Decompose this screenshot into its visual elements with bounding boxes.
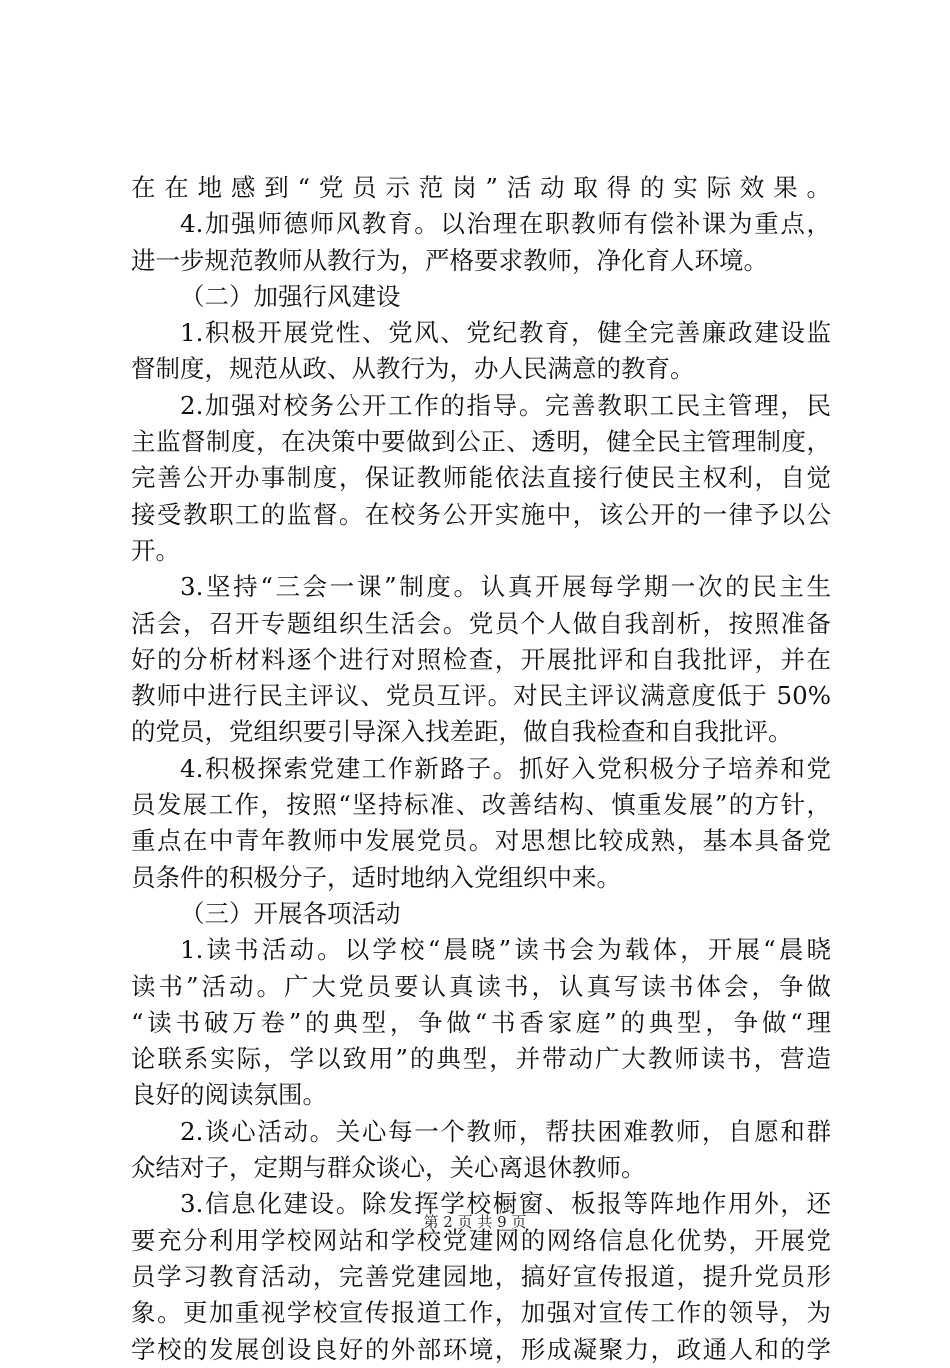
paragraph-start-line: 3.信息化建设。除发挥学校橱窗、板报等阵地作用外，还 <box>180 1189 831 1219</box>
text-line: 象。更加重视学校宣传报道工作，加强对宣传工作的领导，为 <box>131 1298 831 1328</box>
text-line: 的党员，党组织要引导深入找差距，做自我检查和自我批评。 <box>131 717 793 747</box>
section-heading: （二）加强行风建设 <box>180 281 401 311</box>
text-line: 接受教职工的监督。在校务公开实施中，该公开的一律予以公 <box>131 499 831 529</box>
text-line: 学校的发展创设良好的外部环境，形成凝聚力，政通人和的学 <box>131 1334 831 1364</box>
text-line: 员条件的积极分子，适时地纳入党组织中来。 <box>131 862 621 892</box>
text-line: 主监督制度，在决策中要做到公正、透明，健全民主管理制度， <box>131 427 831 457</box>
text-line: 在在地感到“党员示范岗”活动取得的实际效果。 <box>131 173 831 202</box>
paragraph-start-line: 2.谈心活动。关心每一个教师，帮扶困难教师，自愿和群 <box>180 1116 831 1146</box>
paragraph-start-line: 1.读书活动。以学校“晨晓”读书会为载体，开展“晨晓 <box>180 935 831 965</box>
page-number-footer: 第 2 页 共 9 页 <box>423 1213 527 1231</box>
section-heading: （三）开展各项活动 <box>180 898 401 928</box>
paragraph-start-line: 3.坚持“三会一课”制度。认真开展每学期一次的民主生 <box>180 572 831 602</box>
text-line: 要充分利用学校网站和学校党建网的网络信息化优势，开展党 <box>131 1225 831 1255</box>
text-line: 重点在中青年教师中发展党员。对思想比较成熟，基本具备党 <box>131 826 831 856</box>
paragraph-start-line: 1.积极开展党性、党风、党纪教育，健全完善廉政建设监 <box>180 318 831 348</box>
text-line: 进一步规范教师从教行为，严格要求教师，净化育人环境。 <box>131 245 768 275</box>
paragraph-start-line: 4.积极探索党建工作新路子。抓好入党积极分子培养和党 <box>180 753 831 783</box>
text-line: 论联系实际，学以致用”的典型，并带动广大教师读书，营造 <box>131 1044 831 1074</box>
document-body <box>131 170 831 1368</box>
text-line: 督制度，规范从政、从教行为，办人民满意的教育。 <box>131 354 695 384</box>
text-line: 开。 <box>131 535 180 565</box>
text-line: 众结对子，定期与群众谈心，关心离退休教师。 <box>131 1153 646 1183</box>
text-line: 教师中进行民主评议、党员互评。对民主评议满意度低于 50% <box>131 681 831 711</box>
text-line: 员发展工作，按照“坚持标准、改善结构、慎重发展”的方针， <box>131 790 831 820</box>
text-line: 读书”活动。广大党员要认真读书，认真写读书体会，争做 <box>131 971 831 1001</box>
text-line: 良好的阅读氛围。 <box>131 1080 327 1110</box>
text-line: 好的分析材料逐个进行对照检查，开展批评和自我批评，并在 <box>131 644 831 674</box>
text-line: 完善公开办事制度，保证教师能依法直接行使民主权利，自觉 <box>131 463 831 493</box>
text-line: “读书破万卷”的典型，争做“书香家庭”的典型，争做“理 <box>131 1007 831 1037</box>
paragraph-start-line: 4.加强师德师风教育。以治理在职教师有偿补课为重点， <box>180 209 831 239</box>
text-line: 员学习教育活动，完善党建园地，搞好宣传报道，提升党员形 <box>131 1261 831 1291</box>
paragraph-start-line: 2.加强对校务公开工作的指导。完善教职工民主管理，民 <box>180 390 831 420</box>
text-line: 活会，召开专题组织生活会。党员个人做自我剖析，按照准备 <box>131 608 831 638</box>
